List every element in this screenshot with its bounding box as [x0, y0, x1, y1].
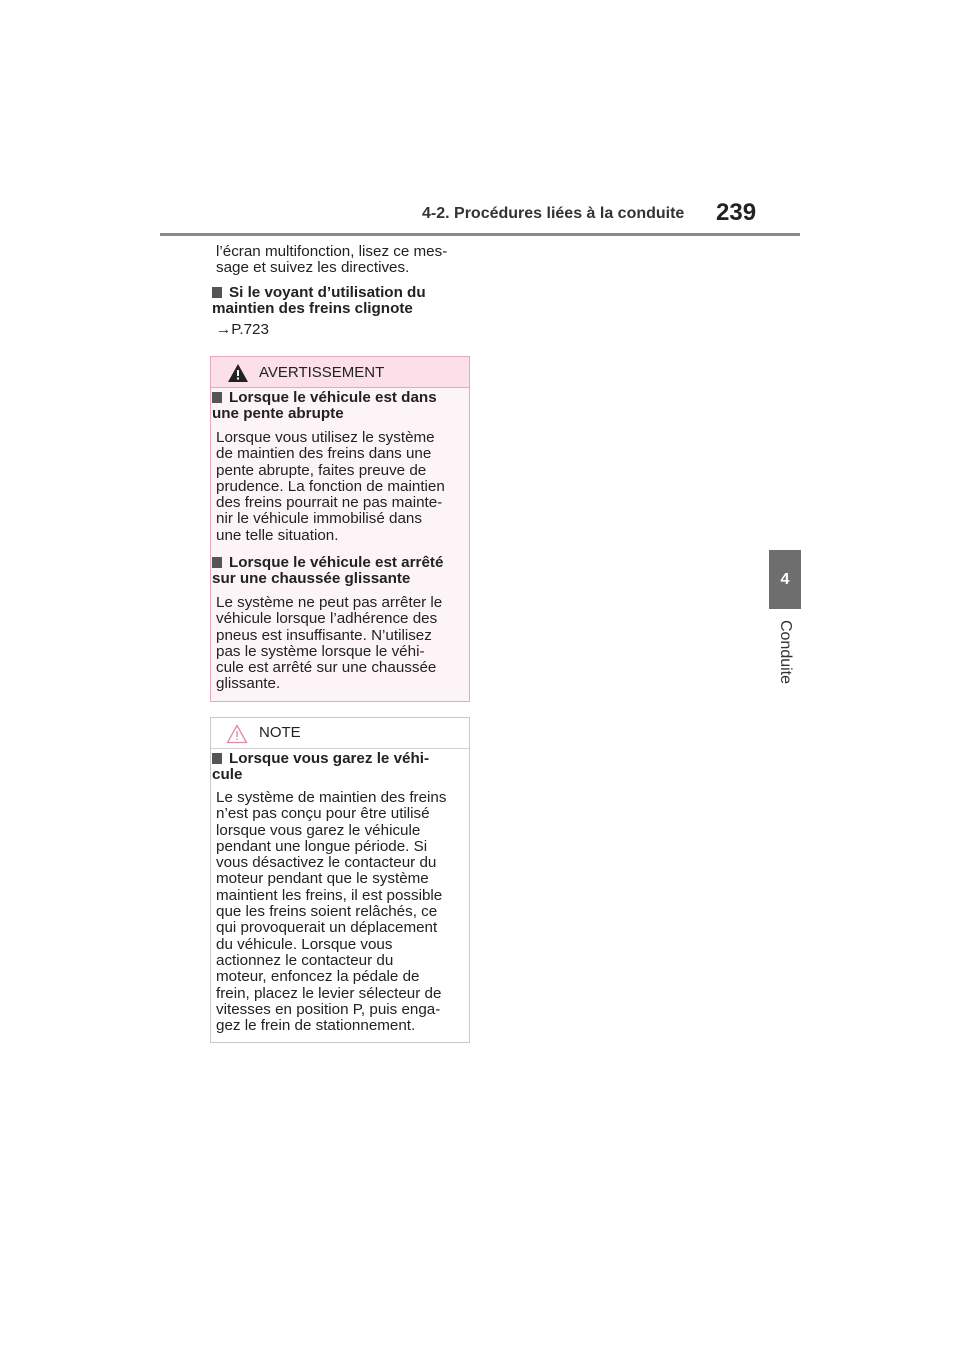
intro-line: l’écran multifonction, lisez ce mes- — [216, 243, 448, 260]
bullet-square-icon — [212, 557, 222, 568]
bullet-square-icon — [212, 287, 222, 298]
chapter-label: Conduite — [777, 619, 794, 685]
chapter-tab[interactable] — [769, 550, 801, 609]
note-item-heading: Lorsque vous garez le véhi- cule — [212, 750, 430, 784]
section-heading: Si le voyant d’utilisation du maintien des freins clignote — [212, 284, 426, 318]
chapter-number: 4 — [780, 570, 790, 588]
warning-item-text: Le système ne peut pas arrêter le véhicule lorsque l’adhérence des pneus est insuffisante. N’utilisez pas le système lorsque le véhi- cule est arrêté sur une chaussée glissante. — [216, 594, 443, 693]
note-triangle-icon — [226, 724, 248, 744]
note-header — [211, 718, 469, 749]
warning-title: AVERTISSEMENT — [259, 364, 385, 381]
note-title: NOTE — [259, 724, 301, 741]
intro-paragraph — [216, 244, 466, 277]
section-title: 4-2. Procédures liées à la conduite — [422, 205, 685, 222]
bullet-square-icon — [212, 753, 222, 764]
warning-triangle-icon — [227, 363, 249, 383]
note-item-text: Le système de maintien des freins n’est pas conçu pour être utilisé lorsque vous garez le véhicule pendant une longue période. Si vous désactivez le contacteur du moteur pendant que le système maintient les freins, il est possible que les freins soient relâchés, ce qui provoquerait un déplacement du véhicule. Lorsque vous actionnez le contacteur du moteur, enfoncez la pédale de frein, placez le levier sélecteur de vitesses en position P, puis enga- gez le frein de stationnement. — [216, 789, 447, 1035]
warning-item-heading: Lorsque le véhicule est dans une pente abrupte — [212, 389, 437, 423]
warning-item-heading: Lorsque le véhicule est arrêté sur une chaussée glissante — [212, 554, 444, 588]
header-rule — [160, 233, 800, 236]
page-number: 239 — [716, 199, 757, 226]
bullet-square-icon — [212, 392, 222, 403]
intro-line: sage et suivez les directives. — [216, 259, 410, 277]
page-reference-link[interactable]: →P.723 — [216, 321, 269, 338]
warning-item-text: Lorsque vous utilisez le système de maintien des freins dans une pente abrupte, faites preuve de prudence. La fonction de maintien des freins pourrait ne pas mainte- nir le véhicule immobilisé dans une telle situation. — [216, 429, 445, 544]
